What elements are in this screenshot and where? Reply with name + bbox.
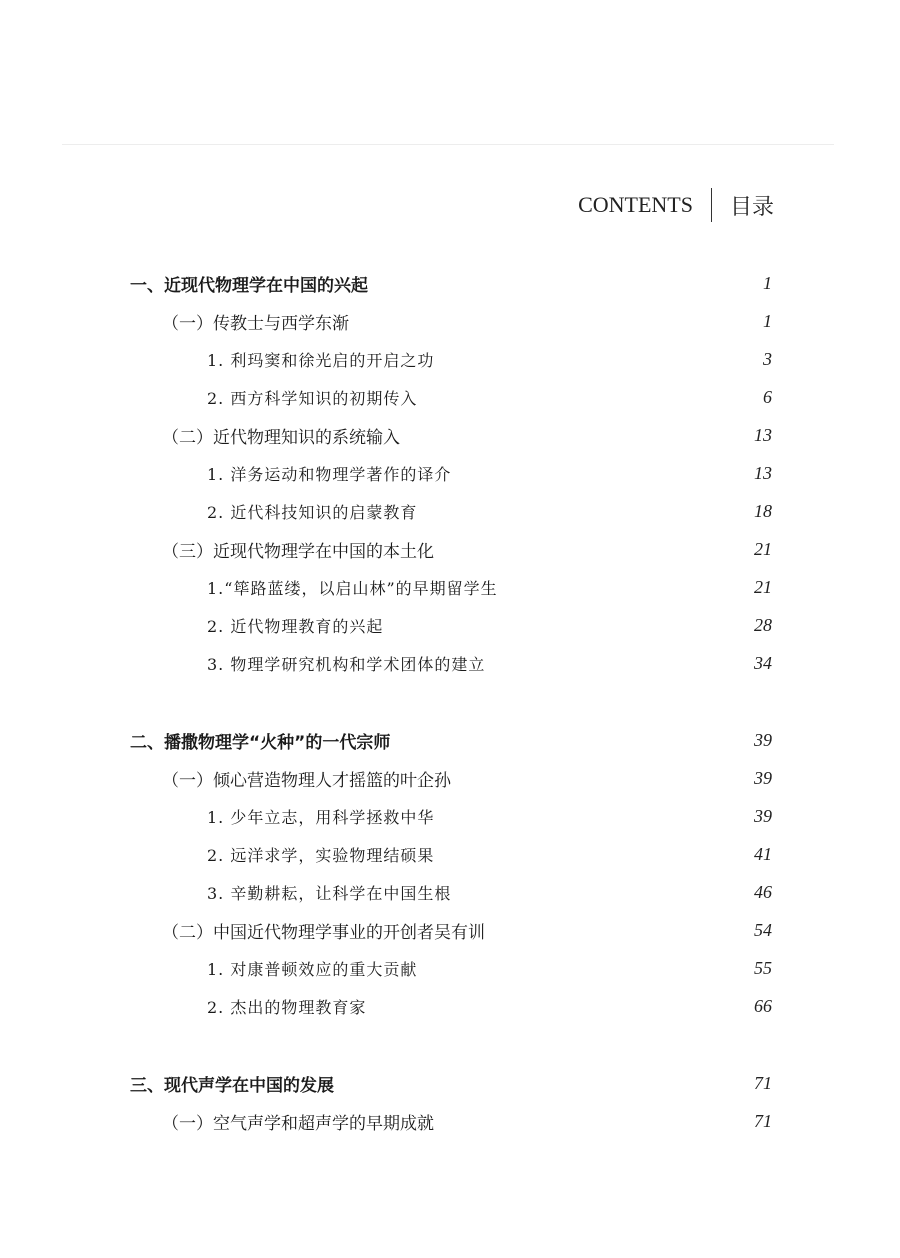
toc-entry[interactable]	[0, 839, 900, 869]
toc-entry-title: 2. 近代科技知识的启蒙教育	[207, 502, 418, 522]
toc-entry-page: 41	[754, 843, 772, 864]
toc-entry-title: （一）倾心营造物理人才摇篮的叶企孙	[162, 770, 451, 791]
toc-entry-page: 54	[754, 919, 772, 940]
toc-entry[interactable]	[0, 763, 900, 793]
toc-entry-page: 71	[754, 1072, 772, 1093]
toc-entry[interactable]	[0, 268, 900, 298]
toc-entry-page: 28	[754, 614, 772, 635]
toc-entry-title: 一、近现代物理学在中国的兴起	[130, 275, 368, 296]
toc-entry-title: 二、播撒物理学“火种”的一代宗师	[130, 732, 391, 753]
toc-entry-page: 55	[754, 957, 772, 978]
toc-entry[interactable]	[0, 534, 900, 564]
toc-entry[interactable]	[0, 801, 900, 831]
toc-entry-title: 1. 对康普顿效应的重大贡献	[207, 959, 418, 979]
toc-entry-page: 34	[754, 652, 772, 673]
toc-entry-title: 2. 远洋求学，实验物理结硕果	[207, 845, 435, 865]
toc-entry[interactable]	[0, 306, 900, 336]
toc-entry-page: 1	[763, 272, 772, 293]
toc-entry-title: 1.“筚路蓝缕，以启山林”的早期留学生	[207, 578, 498, 598]
toc-entry-title: 1. 少年立志，用科学拯救中华	[207, 807, 435, 827]
contents-title-en: CONTENTS	[578, 192, 693, 217]
toc-entry-title: 1. 利玛窦和徐光启的开启之功	[207, 350, 435, 370]
contents-title-zh: 目录	[729, 194, 774, 220]
toc-entry-title: 3. 辛勤耕耘，让科学在中国生根	[207, 883, 452, 903]
toc-entry[interactable]	[0, 915, 900, 945]
toc-entry-page: 1	[763, 310, 772, 331]
toc-entry-title: （一）传教士与西学东渐	[162, 313, 349, 334]
top-rule	[62, 144, 834, 145]
toc-entry[interactable]	[0, 382, 900, 412]
toc-entry-title: 三、现代声学在中国的发展	[130, 1075, 334, 1096]
toc-entry-page: 13	[754, 424, 772, 445]
toc-entry-page: 18	[754, 500, 772, 521]
toc-entry[interactable]	[0, 420, 900, 450]
toc-entry[interactable]	[0, 1068, 900, 1098]
toc-entry-title: （二）中国近代物理学事业的开创者吴有训	[162, 922, 485, 943]
toc-entry[interactable]	[0, 572, 900, 602]
toc-entry[interactable]	[0, 991, 900, 1021]
toc-entry-title: 2. 杰出的物理教育家	[207, 997, 367, 1017]
toc-entry-title: 2. 西方科学知识的初期传入	[207, 388, 418, 408]
toc-entry[interactable]	[0, 610, 900, 640]
toc-entry-page: 39	[754, 729, 772, 750]
toc-entry-page: 46	[754, 881, 772, 902]
toc-entry-page: 39	[754, 805, 772, 826]
toc-entry[interactable]	[0, 725, 900, 755]
toc-entry[interactable]	[0, 953, 900, 983]
toc-entry-page: 66	[754, 995, 772, 1016]
contents-header	[578, 186, 774, 224]
toc-entry-page: 13	[754, 462, 772, 483]
toc-entry[interactable]	[0, 458, 900, 488]
toc-entry-page: 21	[754, 538, 772, 559]
toc-entry-page: 3	[763, 348, 772, 369]
toc-entry-page: 6	[763, 386, 772, 407]
toc-entry[interactable]	[0, 344, 900, 374]
toc-entry[interactable]	[0, 496, 900, 526]
toc-entry-title: （二）近代物理知识的系统输入	[162, 427, 400, 448]
toc-entry[interactable]	[0, 1106, 900, 1136]
toc-entry-page: 39	[754, 767, 772, 788]
toc-entry-title: （一）空气声学和超声学的早期成就	[162, 1113, 434, 1134]
toc-entry-title: （三）近现代物理学在中国的本土化	[162, 541, 434, 562]
toc-entry-title: 1. 洋务运动和物理学著作的译介	[207, 464, 452, 484]
toc-entry-page: 21	[754, 576, 772, 597]
toc-entry-title: 2. 近代物理教育的兴起	[207, 616, 384, 636]
toc-entry-page: 71	[754, 1110, 772, 1131]
toc-entry[interactable]	[0, 877, 900, 907]
toc-entry[interactable]	[0, 648, 900, 678]
toc-entry-title: 3. 物理学研究机构和学术团体的建立	[207, 654, 486, 674]
